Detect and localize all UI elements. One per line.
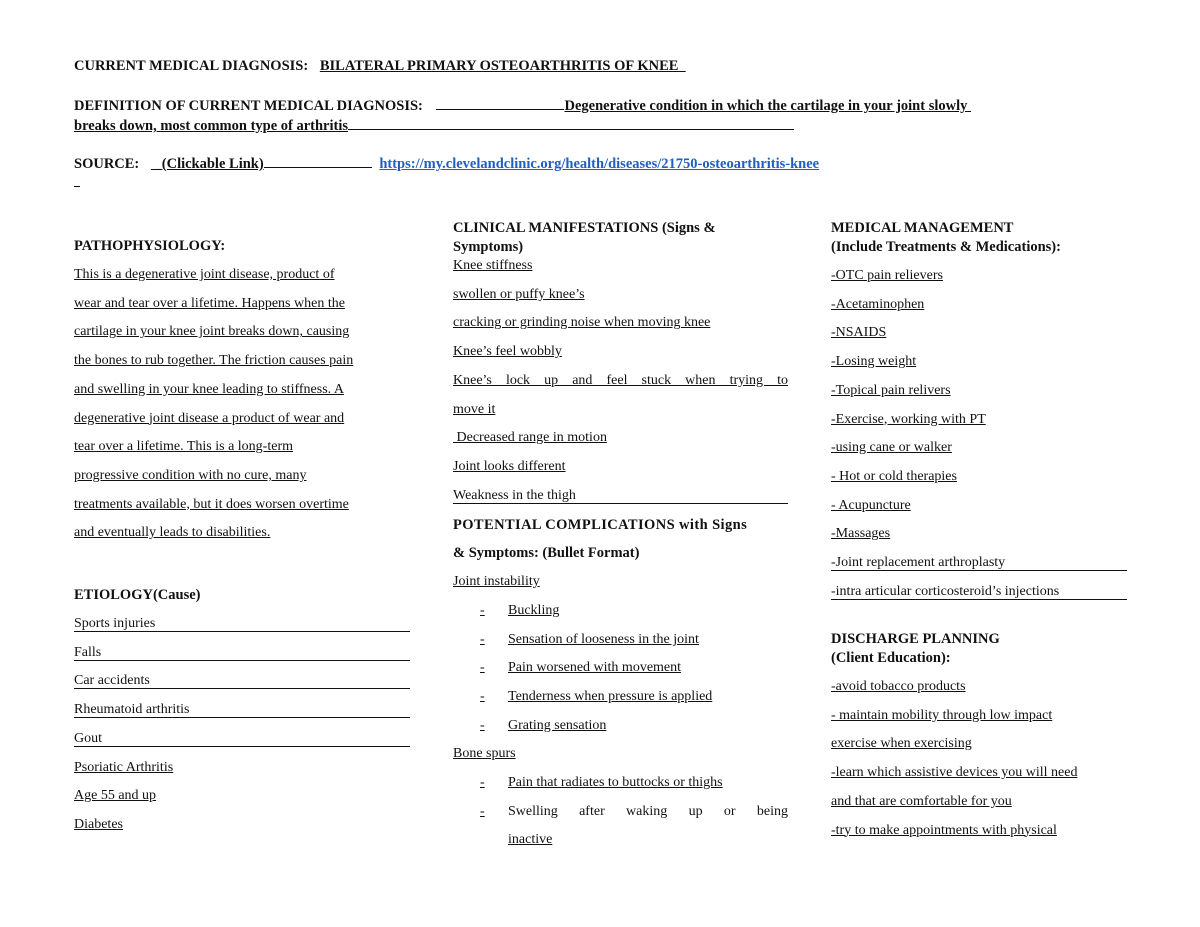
clinical-item: swollen or puffy knee’s (453, 286, 585, 302)
discharge-item: -learn which assistive devices you will need (831, 765, 1078, 781)
etiology-item: Age 55 and up (74, 788, 157, 804)
source-url-link[interactable]: https://my.clevelandclinic.org/health/diseases/21750-osteoarthritis-knee (379, 156, 820, 172)
bone-spurs-bullet (480, 804, 788, 820)
management-heading-1: MEDICAL MANAGEMENT (831, 220, 1014, 236)
pathophysiology-line: and swelling in your knee leading to stiffness. A (74, 381, 344, 397)
bullet-dash: - (480, 775, 485, 790)
definition-label: DEFINITION OF CURRENT MEDICAL DIAGNOSIS: (74, 98, 423, 114)
bullet-text: Grating sensation (508, 717, 607, 733)
bullet-dash: - (480, 660, 485, 676)
bullet-dash: - (480, 631, 485, 647)
clinical-heading-1: CLINICAL MANIFESTATIONS (Signs & (453, 220, 716, 236)
bullet-text: Buckling (508, 603, 560, 618)
clinical-item: Knee’s feel wobbly (453, 344, 562, 360)
definition-fill-line (348, 116, 794, 130)
management-item: -Massages (831, 526, 891, 542)
bone-spurs-bullet (508, 832, 552, 848)
discharge-heading-2: (Client Education): (831, 650, 951, 666)
pathophysiology-line: and eventually leads to disabilities. (74, 525, 271, 541)
clinical-heading-2: Symptoms) (453, 239, 524, 255)
pathophysiology-line: treatments available, but it does worsen overtime (74, 496, 349, 512)
management-item: -Acetaminophen (831, 296, 925, 312)
pathophysiology-line: cartilage in your knee joint breaks down, causing (74, 324, 350, 340)
etiology-item: Gout (74, 731, 410, 747)
bullet-text: inactive (508, 832, 553, 848)
management-item: - Hot or cold therapies (831, 468, 957, 484)
clinical-item: Weakness in the thigh (453, 488, 788, 504)
joint-instability-bullet (480, 689, 712, 705)
source-fill-line (264, 154, 372, 168)
bullet-text: Pain that radiates to buttocks or thighs (508, 775, 723, 790)
discharge-item: exercise when exercising (831, 736, 972, 752)
pathophysiology-line: wear and tear over a lifetime. Happens when the (74, 295, 345, 311)
bullet-text: Pain worsened with movement (508, 660, 682, 676)
discharge-item: and that are comfortable for you (831, 793, 1012, 809)
etiology-item: Car accidents (74, 673, 410, 689)
discharge-heading-1: DISCHARGE PLANNING (831, 631, 1000, 647)
bullet-dash: - (480, 803, 485, 819)
etiology-item: Diabetes (74, 816, 123, 832)
definition-row (74, 96, 971, 115)
joint-instability-bullet (480, 718, 606, 734)
etiology-item: Sports injuries (74, 616, 410, 632)
pathophysiology-line: tear over a lifetime. This is a long-term (74, 439, 294, 455)
pathophysiology-line: the bones to rub together. The friction causes pain (74, 353, 354, 369)
management-item: -Topical pain relivers (831, 382, 951, 398)
bullet-dash: - (480, 717, 485, 733)
definition-text-line2: breaks down, most common type of arthritis (74, 118, 349, 134)
bullet-text: Swelling after waking up or being (508, 803, 788, 819)
clinical-item: Knee’s lock up and feel stuck when trying to (453, 372, 788, 388)
joint-instability-bullet (480, 603, 559, 619)
diagnosis-row (74, 58, 686, 75)
definition-blank-line (436, 96, 564, 110)
management-item: -NSAIDS (831, 325, 887, 341)
complications-heading-1: POTENTIAL COMPLICATIONS with Signs (453, 517, 748, 533)
management-item: - Acupuncture (831, 497, 911, 513)
clinical-item: Joint looks different (453, 458, 566, 474)
clinical-item: Decreased range in motion (453, 430, 607, 446)
complication-group-joint-instability: Joint instability (453, 574, 540, 589)
pathophysiology-heading: PATHOPHYSIOLOGY: (74, 238, 226, 254)
bullet-dash: - (480, 603, 485, 618)
etiology-heading: ETIOLOGY(Cause) (74, 587, 201, 603)
etiology-item: Psoriatic Arthritis (74, 759, 174, 775)
management-heading-2: (Include Treatments & Medications): (831, 239, 1061, 255)
clinical-item: cracking or grinding noise when moving knee (453, 315, 711, 331)
clinical-item: Knee stiffness (453, 258, 533, 273)
pathophysiology-line: degenerative joint disease a product of wear and (74, 410, 345, 426)
pathophysiology-line: This is a degenerative joint disease, product of (74, 267, 335, 282)
management-item: -Joint replacement arthroplasty (831, 555, 1127, 571)
bullet-dash: - (480, 689, 485, 705)
etiology-item: Rheumatoid arthritis (74, 702, 410, 718)
discharge-item: -try to make appointments with physical (831, 822, 1057, 838)
definition-row-2 (74, 116, 794, 135)
bullet-text: Tenderness when pressure is applied (508, 689, 713, 705)
clinical-item: move it (453, 401, 496, 417)
bone-spurs-bullet (480, 775, 723, 791)
management-item: -OTC pain relievers (831, 268, 943, 283)
management-item: -Exercise, working with PT (831, 411, 986, 427)
source-label: SOURCE: (74, 156, 140, 172)
source-row: SOURCE: _(Clickable Link) https://my.clevelandclinic.org/health/diseases/21750-osteoarthritis-knee (74, 156, 820, 172)
joint-instability-bullet (480, 632, 699, 648)
small-underscore (74, 186, 80, 187)
diagnosis-label: CURRENT MEDICAL DIAGNOSIS: (74, 58, 309, 74)
discharge-item: - maintain mobility through low impact (831, 707, 1053, 723)
complications-heading-2: & Symptoms: (Bullet Format) (453, 545, 640, 561)
source-link-label: (Clickable Link) (161, 156, 264, 172)
diagnosis-value: BILATERAL PRIMARY OSTEOARTHRITIS OF KNEE (319, 58, 679, 74)
pathophysiology-line: progressive condition with no cure, many (74, 467, 307, 483)
management-item: -intra articular corticosteroid’s injections (831, 584, 1127, 600)
management-item: -Losing weight (831, 354, 917, 370)
bullet-text: Sensation of looseness in the joint (508, 631, 699, 647)
complication-group-bone-spurs: Bone spurs (453, 746, 516, 761)
management-item: -using cane or walker (831, 440, 952, 456)
joint-instability-bullet (480, 660, 681, 676)
etiology-item: Falls (74, 645, 410, 661)
discharge-item: -avoid tobacco products (831, 679, 966, 694)
definition-text-line1: Degenerative condition in which the cartilage in your joint slowly (564, 98, 968, 114)
